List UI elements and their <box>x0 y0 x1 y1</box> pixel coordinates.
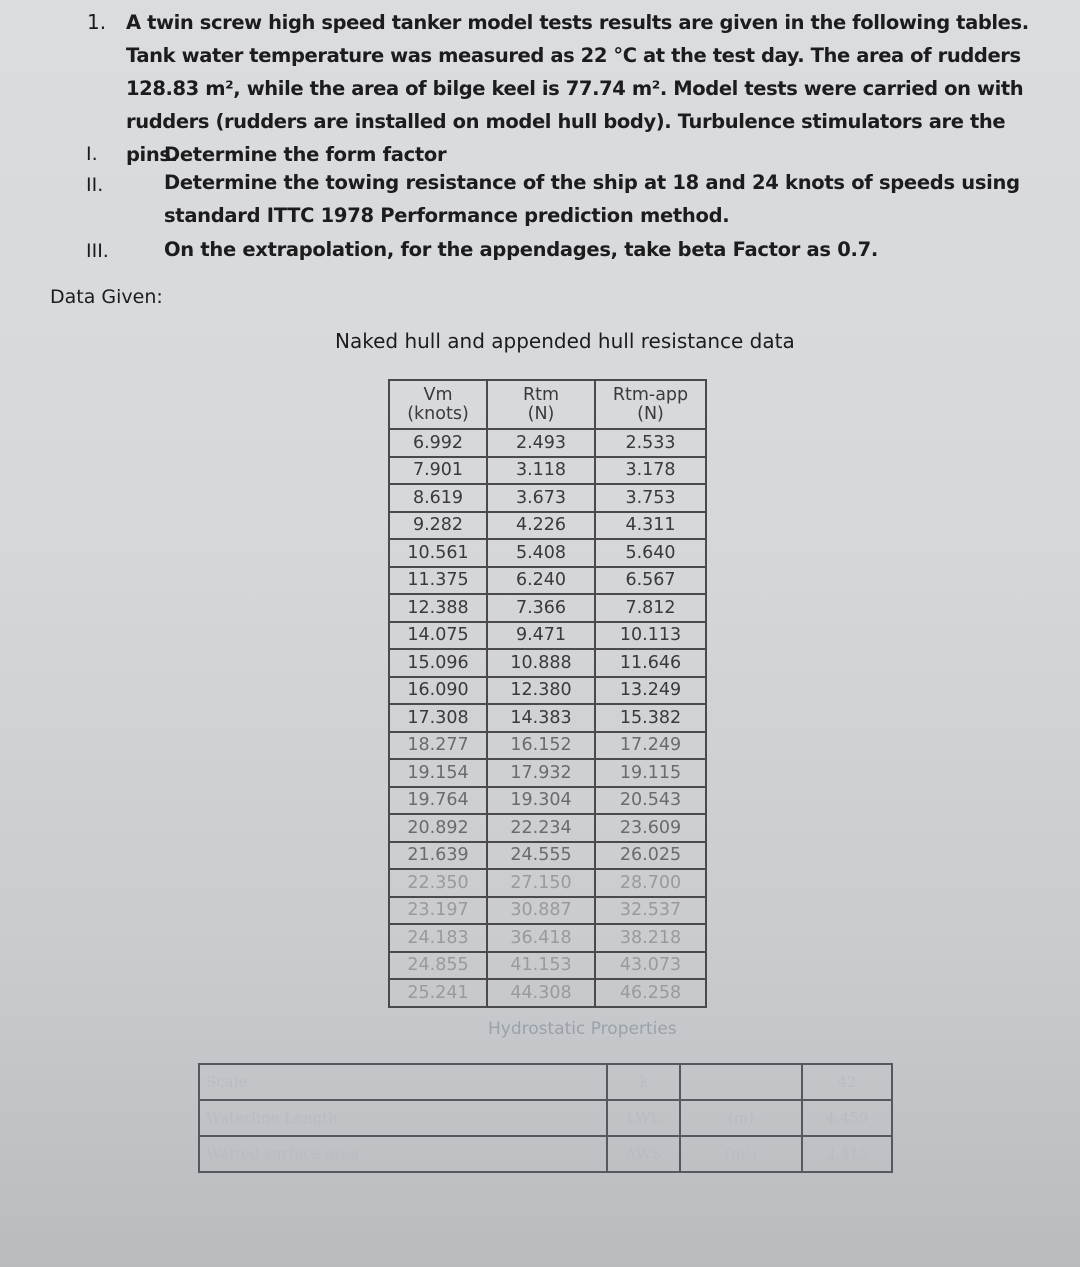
hydro-unit <box>680 1064 802 1100</box>
cell-rtm: 41.153 <box>487 952 595 980</box>
hydro-label: Wetted surface area <box>199 1136 607 1172</box>
table-row <box>389 649 706 677</box>
item-text-1: Determine the form factor <box>164 143 447 166</box>
cell-vm: 12.388 <box>389 594 487 622</box>
cell-rtm-app: 38.218 <box>595 924 706 952</box>
cell-rtm: 19.304 <box>487 787 595 815</box>
cell-rtm: 2.493 <box>487 429 595 457</box>
cell-vm: 17.308 <box>389 704 487 732</box>
table-row <box>389 677 706 705</box>
resistance-table-title: Naked hull and appended hull resistance data <box>335 329 795 353</box>
table-row <box>389 539 706 567</box>
hydro-value: 42 <box>802 1064 892 1100</box>
item-text-3: On the extrapolation, for the appendages, take beta Factor as 0.7. <box>164 238 878 261</box>
cell-rtm-app: 3.753 <box>595 484 706 512</box>
data-given-label: Data Given: <box>50 286 163 308</box>
cell-rtm-app: 3.178 <box>595 457 706 485</box>
resistance-table-body <box>389 429 706 1007</box>
table-row <box>389 429 706 457</box>
hydro-row-aws <box>199 1136 892 1172</box>
cell-rtm-app: 6.567 <box>595 567 706 595</box>
hydro-unit: (m²) <box>680 1136 802 1172</box>
hydro-symbol: AWS <box>607 1136 680 1172</box>
resistance-table-header <box>389 380 706 429</box>
cell-rtm: 5.408 <box>487 539 595 567</box>
hydro-symbol: LWL <box>607 1100 680 1136</box>
cell-rtm-app: 4.311 <box>595 512 706 540</box>
cell-rtm-app: 43.073 <box>595 952 706 980</box>
header-vm <box>389 380 487 429</box>
cell-vm: 19.154 <box>389 759 487 787</box>
table-row <box>389 512 706 540</box>
cell-rtm: 10.888 <box>487 649 595 677</box>
header-rtm <box>487 380 595 429</box>
cell-rtm: 22.234 <box>487 814 595 842</box>
cell-vm: 24.855 <box>389 952 487 980</box>
cell-vm: 14.075 <box>389 622 487 650</box>
cell-rtm: 30.887 <box>487 897 595 925</box>
cell-rtm-app: 19.115 <box>595 759 706 787</box>
hydro-row-scale <box>199 1064 892 1100</box>
cell-rtm: 7.366 <box>487 594 595 622</box>
cell-vm: 22.350 <box>389 869 487 897</box>
cell-rtm: 16.152 <box>487 732 595 760</box>
cell-rtm-app: 7.812 <box>595 594 706 622</box>
cell-vm: 18.277 <box>389 732 487 760</box>
cell-rtm: 3.673 <box>487 484 595 512</box>
cell-vm: 9.282 <box>389 512 487 540</box>
header-rtm-symbol: Rtm <box>522 384 560 405</box>
cell-rtm: 17.932 <box>487 759 595 787</box>
cell-rtm: 44.308 <box>487 979 595 1007</box>
cell-rtm: 36.418 <box>487 924 595 952</box>
cell-vm: 11.375 <box>389 567 487 595</box>
cell-vm: 20.892 <box>389 814 487 842</box>
cell-rtm-app: 46.258 <box>595 979 706 1007</box>
header-rtm-app-symbol: Rtm-app <box>612 384 689 405</box>
cell-rtm: 6.240 <box>487 567 595 595</box>
cell-rtm: 9.471 <box>487 622 595 650</box>
cell-rtm-app: 28.700 <box>595 869 706 897</box>
hydro-value: 4.459 <box>802 1100 892 1136</box>
cell-rtm-app: 20.543 <box>595 787 706 815</box>
cell-rtm-app: 32.537 <box>595 897 706 925</box>
header-vm-unit: (knots) <box>407 403 469 424</box>
cell-rtm-app: 5.640 <box>595 539 706 567</box>
header-rtm-app-unit: (N) <box>637 403 664 424</box>
hydro-row-lwl <box>199 1100 892 1136</box>
cell-vm: 7.901 <box>389 457 487 485</box>
cell-vm: 19.764 <box>389 787 487 815</box>
table-row <box>389 759 706 787</box>
cell-rtm-app: 13.249 <box>595 677 706 705</box>
hydro-label: Waterline Length <box>199 1100 607 1136</box>
item-text-2: Determine the towing resistance of the ship at 18 and 24 knots of speeds using standard ITTC 1978 Performance prediction method. <box>164 171 1020 227</box>
hydro-value: 3.415 <box>802 1136 892 1172</box>
table-row <box>389 567 706 595</box>
table-row <box>389 457 706 485</box>
cell-vm: 25.241 <box>389 979 487 1007</box>
cell-vm: 6.992 <box>389 429 487 457</box>
cell-rtm-app: 2.533 <box>595 429 706 457</box>
header-rtm-app <box>595 380 706 429</box>
table-row <box>389 787 706 815</box>
item-number-3: III. <box>86 240 109 262</box>
table-row <box>389 704 706 732</box>
header-vm-symbol: Vm <box>423 384 453 405</box>
cell-rtm-app: 26.025 <box>595 842 706 870</box>
hydro-symbol: λ <box>607 1064 680 1100</box>
hydro-unit: (m) <box>680 1100 802 1136</box>
cell-rtm-app: 10.113 <box>595 622 706 650</box>
table-row <box>389 924 706 952</box>
cell-rtm: 3.118 <box>487 457 595 485</box>
table-row <box>389 897 706 925</box>
header-rtm-unit: (N) <box>527 403 555 424</box>
table-row <box>389 622 706 650</box>
table-row <box>389 842 706 870</box>
table-row <box>389 814 706 842</box>
cell-vm: 8.619 <box>389 484 487 512</box>
resistance-table <box>388 379 707 1008</box>
cell-rtm: 24.555 <box>487 842 595 870</box>
cell-rtm-app: 15.382 <box>595 704 706 732</box>
table-row <box>389 732 706 760</box>
cell-vm: 16.090 <box>389 677 487 705</box>
cell-rtm: 4.226 <box>487 512 595 540</box>
cell-rtm-app: 23.609 <box>595 814 706 842</box>
cell-rtm: 27.150 <box>487 869 595 897</box>
cell-vm: 23.197 <box>389 897 487 925</box>
cell-rtm: 12.380 <box>487 677 595 705</box>
question-number: 1. <box>87 10 107 34</box>
question-text: A twin screw high speed tanker model tests results are given in the following tables. Tank water temperature was measured as 22 °C at the test day. The area of rudders 128.83 m², while the area of bilge keel is 77.74 m². Model tests were carried on with rudders (rudders are installed on model hull body). Turbulence stimulators are the pins. <box>126 11 1029 166</box>
cell-rtm-app: 11.646 <box>595 649 706 677</box>
table-row <box>389 979 706 1007</box>
cell-vm: 10.561 <box>389 539 487 567</box>
cell-vm: 21.639 <box>389 842 487 870</box>
cell-vm: 24.183 <box>389 924 487 952</box>
hydrostatic-caption: Hydrostatic Properties <box>488 1019 677 1039</box>
item-number-2: II. <box>86 174 104 196</box>
cell-rtm-app: 17.249 <box>595 732 706 760</box>
item-number-1: I. <box>86 143 98 165</box>
table-row <box>389 484 706 512</box>
table-row <box>389 869 706 897</box>
table-row <box>389 594 706 622</box>
cell-vm: 15.096 <box>389 649 487 677</box>
cell-rtm: 14.383 <box>487 704 595 732</box>
hydrostatic-table <box>198 1063 893 1173</box>
hydro-label: Scale <box>199 1064 607 1100</box>
table-row <box>389 952 706 980</box>
